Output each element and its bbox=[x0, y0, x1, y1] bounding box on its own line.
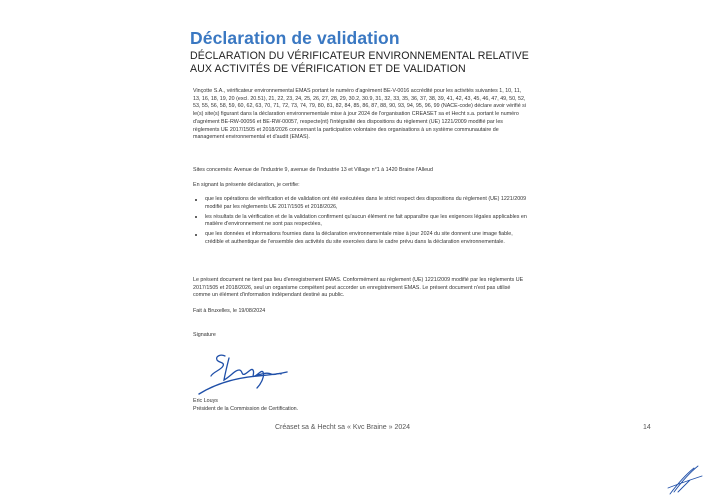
date-line: Fait à Bruxelles, le 19/08/2024 bbox=[193, 308, 266, 314]
declaration-header bbox=[190, 28, 530, 76]
certify-intro: En signant la présente déclaration, je certifie: bbox=[193, 182, 300, 188]
bullet-icon bbox=[195, 234, 197, 236]
footer-text: Créaset sa & Hecht sa « Kvc Braine » 2024 bbox=[275, 424, 411, 431]
list-item bbox=[193, 231, 529, 246]
list-item bbox=[193, 214, 529, 229]
bullet-icon bbox=[195, 216, 197, 218]
sites-paragraph: Sites concernés: Avenue de l'industrie 9, avenue de l'industrie 13 et Village n°1 à 1420 Braine l'Alleud bbox=[193, 167, 433, 173]
bullet-icon bbox=[195, 199, 197, 201]
document-title: Déclaration de validation bbox=[190, 28, 400, 48]
page-number: 14 bbox=[643, 424, 651, 431]
signer-name: Eric Louys bbox=[193, 398, 218, 404]
note-paragraph: Le présent document ne tient pas lieu d'enregistrement EMAS. Conformément au règlement (UE) 1221/2009 modifié par les règlements UE 2017/1505 et 2018/2026, seul un organisme compétent peut accorder un enregistrement EMAS. Le présent document n'est pas utilisé comme un élément d'information indépendant destiné au public. bbox=[193, 277, 524, 299]
list-item-text: que les données et informations fournies dans la déclaration environnementale mise à jour 2024 du site donnent une image fiable, crédible et authentique de l'ensemble des activités du site exercées dans le cadre prévu dans la déclaration environnementale. bbox=[205, 231, 513, 245]
subtitle-line-1: DÉCLARATION DU VÉRIFICATEUR ENVIRONNEMENTAL RELATIVE bbox=[190, 50, 529, 62]
paraph-mark bbox=[660, 462, 704, 496]
document-subtitle bbox=[190, 50, 530, 76]
list-item-text: les résultats de la vérification et de la validation confirment qu'aucun élément ne fait apparaître que les exigences légales applicables en matière d'environnement ne sont pas respectées, bbox=[205, 213, 527, 228]
list-item-text: que les opérations de vérification et de validation ont été exécutées dans le strict respect des dispositions du règlement (UE) 1221/2009 modifié par les règlements UE 2017/1505 et 2018/2026, bbox=[205, 196, 527, 210]
intro-paragraph: Vinçotte S.A., vérificateur environnemental EMAS portant le numéro d'agrément BE-V-0016 accrédité pour les activités suivantes 1, 10, 11, 13, 16, 18, 19, 20 (excl. 20.51), 21, 22, 23, 24, 25, 26, 27, 28, 29, 30.2, 30.9, 31, 32, 33, 35, 36, 37, 38, 39, 41, 42, 43, 45, 46, 47, 49, 50, 52, 53, 55, 56, 58, 59, 60, 62, 63, 70, 71, 72, 73, 74, 79, 80, 81, 82, 84, 85, 86, 87, 88, 90, 93, 94, 95, 96, 99 (NACE-code) déclare avoir vérifié si le(s) site(s) figurant dans la déclaration environnementale mise à jour 2024 de l'organisation CREASET sa et Hecht s.a. portant le numéro d'agrément BE-RW-00056 et BE-RW-00057, respecte(nt) l'intégralité des dispositions du règlement (UE) 1221/2009 modifié par les règlements UE 2017/1505 et 2018/2026 concernant la participation volontaire des organisations à un système communautaire de management environnemental et d'audit (EMAS). bbox=[193, 88, 527, 141]
signature-image bbox=[195, 350, 290, 398]
subtitle-line-2: AUX ACTIVITÉS DE VÉRIFICATION ET DE VALIDATION bbox=[190, 63, 466, 75]
signature-label: Signature bbox=[193, 332, 216, 338]
signer-title: Président de la Commission de Certification. bbox=[193, 405, 299, 412]
list-item bbox=[193, 196, 529, 211]
certification-list bbox=[193, 196, 529, 249]
signer-block bbox=[193, 398, 529, 413]
